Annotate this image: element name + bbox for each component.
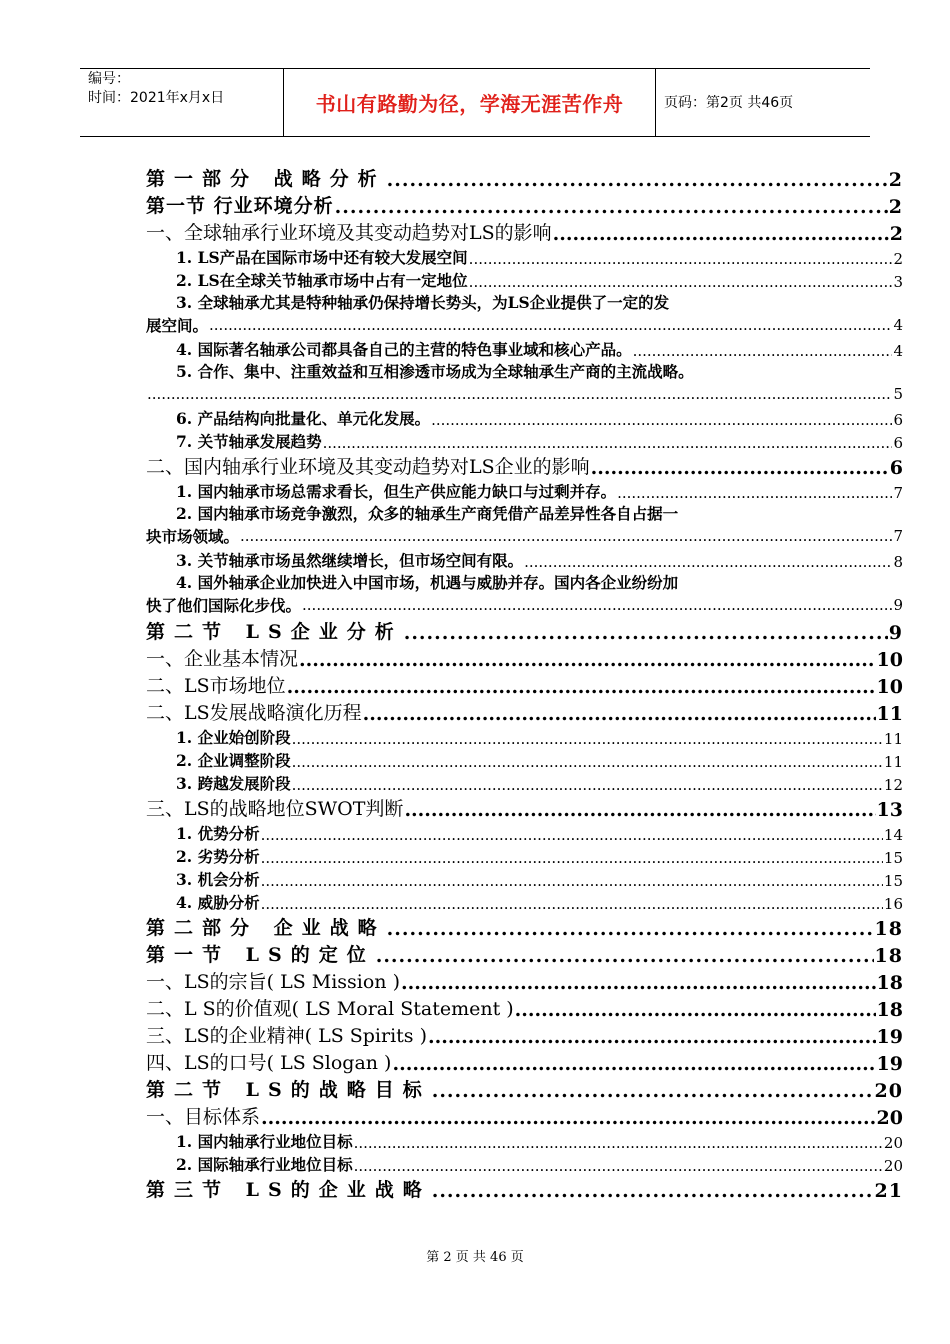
toc-leader-dots: [299, 649, 876, 671]
toc-page-number: 4: [893, 316, 903, 334]
toc-leader-dots: [261, 895, 883, 913]
code-label: 编号：: [88, 71, 130, 87]
toc-entry-title: 二、LS发展战略演化历程: [146, 702, 362, 724]
toc-leader-dots: [469, 250, 893, 268]
toc-entry[interactable]: [146, 268, 903, 291]
toc-entry-title: 4. 国际著名轴承公司都具备自己的主营的特色事业域和核心产品。: [176, 340, 632, 359]
toc-page-number: 15: [883, 872, 903, 890]
toc-entry-title: 块市场领域。: [146, 527, 240, 546]
toc-page-number: 2: [893, 250, 903, 268]
toc-page-number: 6: [893, 411, 903, 429]
toc-entry-title: 一、LS的宗旨( LS Mission ): [146, 971, 400, 993]
toc-leader-dots: [335, 196, 888, 218]
toc-entry[interactable]: [146, 164, 903, 191]
toc-entry[interactable]: [146, 890, 903, 913]
toc-leader-dots: [469, 273, 893, 291]
toc-entry-title: 第二部分 企业战略: [146, 917, 386, 939]
toc-page-number: 14: [883, 826, 903, 844]
toc-leader-dots: [287, 676, 876, 698]
toc-page-number: 2: [888, 169, 903, 191]
toc-page-number: 13: [876, 799, 903, 821]
toc-page-number: 20: [883, 1157, 903, 1175]
toc-entry[interactable]: [146, 844, 903, 867]
toc-entry-title: 第二节 LS企业分析: [146, 621, 403, 643]
toc-leader-dots: [404, 799, 875, 821]
toc-entry-title: 快了他们国际化步伐。: [146, 596, 302, 615]
toc-page-number: 18: [876, 999, 903, 1021]
toc-entry[interactable]: [146, 383, 903, 406]
toc-entry-title: 4. 威胁分析: [176, 893, 260, 912]
toc-leader-dots: [292, 730, 883, 748]
toc-leader-dots: [354, 1134, 883, 1152]
toc-entry[interactable]: [146, 479, 903, 502]
toc-entry[interactable]: [146, 1048, 903, 1075]
page-footer: 第 2 页 共 46 页: [426, 1250, 524, 1265]
toc-leader-dots: [392, 1053, 875, 1075]
toc-entry[interactable]: [146, 771, 903, 794]
toc-entry-title: 二、LS市场地位: [146, 675, 286, 697]
toc-entry-title: 第二节 LS的战略目标: [146, 1079, 431, 1101]
toc-entry[interactable]: [146, 671, 903, 698]
header-meta: [88, 70, 283, 108]
toc-leader-dots: [432, 1080, 874, 1102]
toc-entry-title: 2. LS在全球关节轴承市场中占有一定地位: [176, 271, 468, 290]
toc-leader-dots: [354, 1157, 883, 1175]
toc-entry-title: 一、目标体系: [146, 1106, 261, 1128]
toc-entry[interactable]: [146, 191, 903, 218]
toc-entry-title: 一、全球轴承行业环境及其变动趋势对LS的影响: [146, 222, 552, 244]
toc-page-number: 7: [893, 527, 903, 545]
toc-entry[interactable]: [146, 1152, 903, 1175]
toc-entry-title: 1. LS产品在国际市场中还有较大发展空间: [176, 248, 468, 267]
header-bottom-rule: [80, 136, 870, 137]
toc-entry-title: 三、LS的企业精神( LS Spirits ): [146, 1025, 428, 1047]
toc-page-number: 2: [889, 223, 903, 245]
toc-entry-title: 3. 跨越发展阶段: [176, 774, 291, 793]
toc-leader-dots: [261, 1107, 876, 1129]
toc-leader-dots: [292, 753, 883, 771]
toc-entry-title: 5. 合作、集中、注重效益和互相渗透市场成为全球轴承生产商的主流战略。: [176, 362, 694, 381]
toc-page-number: 15: [883, 849, 903, 867]
toc-entry-title: 第一节 行业环境分析: [146, 195, 334, 217]
toc-entry-title: 1. 国内轴承市场总需求看长，但生产供应能力缺口与过剩并存。: [176, 482, 617, 501]
toc-entry[interactable]: [146, 1129, 903, 1152]
toc-page-number: 7: [893, 484, 903, 502]
toc-page-number: 8: [893, 553, 903, 571]
toc-entry[interactable]: [146, 748, 903, 771]
toc-leader-dots: [431, 411, 892, 429]
toc-page-number: 16: [883, 895, 903, 913]
toc-leader-dots: [387, 918, 874, 940]
toc-entry[interactable]: [146, 218, 903, 245]
toc-entry[interactable]: [146, 429, 903, 452]
header-divider-right: [655, 68, 656, 136]
toc-page-number: 4: [893, 342, 903, 360]
toc-leader-dots: [633, 342, 893, 360]
toc-leader-dots: [292, 776, 883, 794]
toc-leader-dots: [261, 872, 883, 890]
toc-page-number: 10: [876, 649, 903, 671]
toc-entry-wrapped[interactable]: [146, 360, 903, 406]
toc-entry[interactable]: [146, 725, 903, 748]
toc-page-number: 12: [883, 776, 903, 794]
toc-page-number: 9: [888, 622, 903, 644]
toc-page-number: 9: [893, 596, 903, 614]
toc-leader-dots: [515, 999, 876, 1021]
toc-leader-dots: [302, 594, 892, 617]
toc-leader-dots: [591, 457, 889, 479]
toc-page-number: 6: [889, 457, 903, 479]
toc-entry-title: 7. 关节轴承发展趋势: [176, 432, 322, 451]
toc-leader-dots: [553, 223, 889, 245]
toc-entry[interactable]: [146, 967, 903, 994]
toc-leader-dots: [147, 383, 892, 406]
toc-entry[interactable]: [146, 1102, 903, 1129]
toc-entry[interactable]: [146, 594, 903, 617]
toc-entry-title: 1. 国内轴承行业地位目标: [176, 1132, 353, 1151]
toc-leader-dots: [363, 703, 876, 725]
toc-entry-title: 6. 产品结构向批量化、单元化发展。: [176, 409, 431, 428]
toc-entry-title: 二、国内轴承行业环境及其变动趋势对LS企业的影响: [146, 456, 590, 478]
toc-entry-title: 2. 国际轴承行业地位目标: [176, 1155, 353, 1174]
toc-entry-title: 3. 关节轴承市场虽然继续增长，但市场空间有限。: [176, 551, 524, 570]
toc-entry-wrapped[interactable]: [146, 502, 903, 548]
toc-leader-dots: [240, 525, 892, 548]
toc-page-number: 18: [876, 972, 903, 994]
toc-page-number: 21: [874, 1180, 903, 1202]
toc-leader-dots: [323, 434, 893, 452]
toc-page-number: 18: [874, 945, 903, 967]
toc-entry[interactable]: [146, 314, 903, 337]
toc-page-number: 3: [893, 273, 903, 291]
toc-leader-dots: [428, 1026, 876, 1048]
toc-entry[interactable]: [146, 913, 903, 940]
toc-page-number: 2: [888, 196, 903, 218]
toc-page-number: 19: [876, 1053, 903, 1075]
toc-leader-dots: [387, 169, 888, 191]
toc-entry-wrapped[interactable]: [146, 291, 903, 337]
toc-leader-dots: [376, 945, 874, 967]
toc-entry[interactable]: [146, 1075, 903, 1102]
toc-entry[interactable]: [146, 644, 903, 671]
toc-entry-title: 1. 优势分析: [176, 824, 260, 843]
toc-page-number: 20: [874, 1080, 903, 1102]
toc-entry-title: 二、L S的价值观( LS Moral Statement ): [146, 998, 514, 1020]
toc-entry[interactable]: [146, 698, 903, 725]
toc-entry-title: 4. 国外轴承企业加快进入中国市场，机遇与威胁并存。国内各企业纷纷加: [176, 573, 679, 592]
table-of-contents: [146, 164, 903, 1202]
toc-leader-dots: [432, 1180, 874, 1202]
toc-entry[interactable]: [146, 821, 903, 844]
toc-entry-title: 3. 全球轴承尤其是特种轴承仍保持增长势头，为LS企业提供了一定的发: [176, 293, 670, 312]
toc-entry-title: 第一部分 战略分析: [146, 168, 386, 190]
toc-entry-title: 展空间。: [146, 316, 209, 335]
toc-entry[interactable]: [146, 1175, 903, 1202]
toc-entry[interactable]: [146, 548, 903, 571]
toc-leader-dots: [209, 314, 892, 337]
toc-page-number: 18: [874, 918, 903, 940]
toc-entry-title: 第一节 LS的定位: [146, 944, 375, 966]
toc-entry[interactable]: [146, 1021, 903, 1048]
toc-entry[interactable]: [146, 452, 903, 479]
toc-leader-dots: [404, 622, 888, 644]
toc-leader-dots: [524, 553, 892, 571]
toc-entry-title: 2. 劣势分析: [176, 847, 260, 866]
toc-page-number: 11: [883, 753, 903, 771]
toc-entry[interactable]: [146, 867, 903, 890]
toc-entry-title: 2. 企业调整阶段: [176, 751, 291, 770]
toc-page-number: 10: [876, 676, 903, 698]
toc-entry[interactable]: [146, 794, 903, 821]
toc-entry[interactable]: [146, 994, 903, 1021]
toc-page-number: 20: [876, 1107, 903, 1129]
toc-entry-title: 第三节 LS的企业战略: [146, 1179, 431, 1201]
toc-entry-title: 3. 机会分析: [176, 870, 260, 889]
toc-entry-title: 2. 国内轴承市场竞争激烈，众多的轴承生产商凭借产品差异性各自占据一: [176, 504, 679, 523]
toc-leader-dots: [401, 972, 876, 994]
toc-entry-title: 四、LS的口号( LS Slogan ): [146, 1052, 392, 1074]
toc-entry-wrapped[interactable]: [146, 571, 903, 617]
header-page-info: 页码：第2页 共46页: [664, 95, 794, 111]
toc-page-number: 20: [883, 1134, 903, 1152]
toc-page-number: 11: [876, 703, 903, 725]
toc-entry[interactable]: [146, 245, 903, 268]
toc-page-number: 19: [876, 1026, 903, 1048]
toc-leader-dots: [261, 849, 883, 867]
header-motto: 书山有路勤为径，学海无涯苦作舟: [315, 91, 624, 116]
toc-leader-dots: [617, 484, 892, 502]
toc-leader-dots: [261, 826, 883, 844]
toc-entry[interactable]: [146, 940, 903, 967]
time-label: 时间：2021年x月x日: [88, 90, 225, 106]
toc-entry[interactable]: [146, 337, 903, 360]
toc-entry-title: 一、企业基本情况: [146, 648, 299, 670]
toc-entry-title: 1. 企业始创阶段: [176, 728, 291, 747]
toc-entry[interactable]: [146, 525, 903, 548]
toc-page-number: 5: [893, 385, 903, 403]
toc-entry[interactable]: [146, 617, 903, 644]
toc-entry[interactable]: [146, 406, 903, 429]
toc-entry-title: 三、LS的战略地位SWOT判断: [146, 798, 404, 820]
toc-page-number: 11: [883, 730, 903, 748]
toc-page-number: 6: [893, 434, 903, 452]
